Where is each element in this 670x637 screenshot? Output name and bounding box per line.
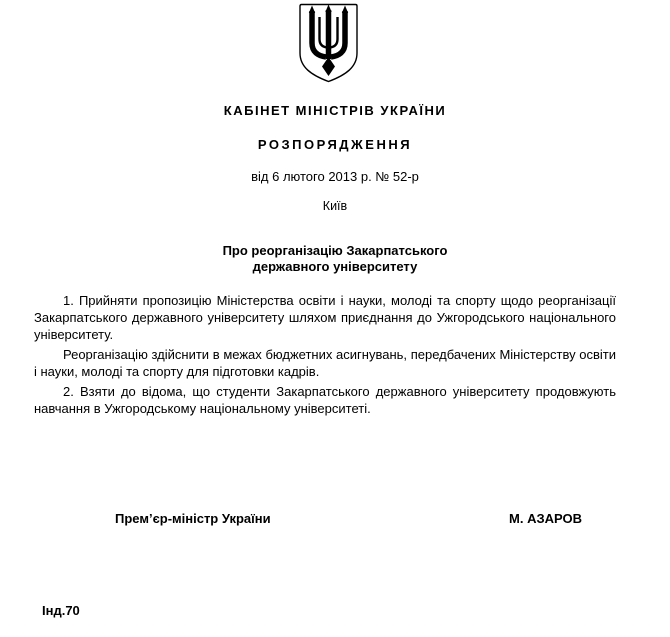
ukraine-coat-of-arms-icon	[297, 3, 360, 83]
signature-name: М. АЗАРОВ	[509, 511, 582, 526]
city-label: Київ	[322, 199, 348, 213]
footer-index: Інд.70	[42, 603, 80, 618]
signature-row	[115, 511, 582, 526]
body-paragraph-2: Реорганізацію здійснити в межах бюджетних асигнувань, передбачених Міністерству освіти і науки, молоді та спорту для підготовки кадрів.	[34, 347, 616, 379]
signature-title: Прем’єр-міністр України	[115, 511, 271, 526]
document-type-heading: РОЗПОРЯДЖЕННЯ	[257, 137, 413, 152]
document-title	[0, 243, 670, 275]
organization-name: КАБІНЕТ МІНІСТРІВ УКРАЇНИ	[223, 103, 447, 118]
document-title-line2: державного університету	[252, 259, 418, 274]
body-paragraph-3: 2. Взяти до відома, що студенти Закарпатського державного університету продовжують навчання в Ужгородському національному університеті.	[34, 384, 616, 416]
document-title-line1: Про реорганізацію Закарпатського	[222, 243, 448, 258]
document-date-number: від 6 лютого 2013 р. № 52-р	[251, 169, 419, 184]
document-body	[34, 292, 616, 417]
body-paragraph-1: 1. Прийняти пропозицію Міністерства освіти і науки, молоді та спорту щодо реорганізації Закарпатського державного університету шляхом приєднання до Ужгородського національного університету.	[34, 293, 616, 342]
